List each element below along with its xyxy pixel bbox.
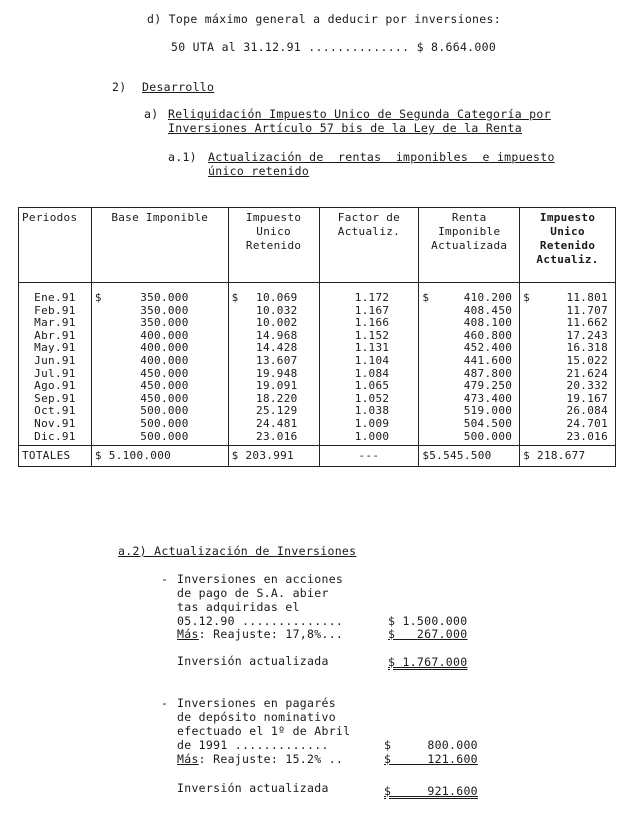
period-cell: Jun.91 <box>34 353 76 367</box>
totals-label: TOTALES <box>19 446 92 467</box>
header-base-imponible: Base Imponible <box>91 208 228 283</box>
impuesto-retenido-cell: 25.129 <box>256 404 298 418</box>
renta-actualizada-cell: 460.800 <box>463 328 513 342</box>
period-cell: Nov.91 <box>34 416 76 430</box>
factor-cell: 1.166 <box>354 316 390 330</box>
renta-actualizada-cell: 410.200 <box>463 291 513 304</box>
base-imponible-cell: 400.000 <box>140 328 189 342</box>
impuesto-actualizado-cell: 26.084 <box>566 404 608 418</box>
base-imponible-cell: 350.000 <box>140 316 189 330</box>
periods-column <box>19 283 92 446</box>
item2-line1: Inversiones en pagarés <box>177 696 336 710</box>
item2-line5-value: $ 121.600 <box>384 752 478 766</box>
base-imponible-cell: 400.000 <box>140 353 189 367</box>
impuesto-actualizado-cell: 19.167 <box>566 391 608 405</box>
header-factor-actualizacion: Factor de Actualiz. <box>319 208 419 283</box>
impuesto-retenido-cell: 14.428 <box>256 341 298 355</box>
factor-cell: 1.131 <box>354 341 390 355</box>
header-impuesto-retenido: Impuesto Unico Retenido <box>228 208 319 283</box>
impuesto-actualizado-cell: 16.318 <box>566 341 608 355</box>
total-base: $ 5.100.000 <box>91 446 228 467</box>
base-imponible-cell: 450.000 <box>140 379 189 393</box>
tope-maximo-line: d) Tope máximo general a deducir por inversiones: <box>147 12 501 26</box>
item1-reajuste: : Reajuste: 17,8%... <box>198 627 344 641</box>
item1-total-value: $ 1.767.000 <box>388 655 468 669</box>
factor-cell: 1.172 <box>354 291 390 304</box>
total-factor: --- <box>319 446 419 467</box>
section-title: Desarrollo <box>142 80 215 94</box>
item1-dash: - <box>161 572 169 586</box>
subsection-a1-title-1: Actualización de rentas imponibles e impuesto <box>208 150 555 164</box>
impuesto-retenido-cell: 10.002 <box>256 316 298 330</box>
factor-cell: 1.009 <box>354 416 390 430</box>
base-column <box>91 283 228 446</box>
impuesto-actualizado-cell: 21.624 <box>566 366 608 380</box>
renta-actualizada-cell: 441.600 <box>463 353 513 367</box>
a2-title: a.2) Actualización de Inversiones <box>118 544 357 558</box>
section-number: 2) <box>112 80 127 94</box>
item1-line3: tas adquiridas el <box>177 600 300 614</box>
renta-actualizada-cell: 487.800 <box>463 366 513 380</box>
tope-maximo-value: 50 UTA al 31.12.91 .............. $ 8.664.000 <box>171 40 497 54</box>
impuesto-actualizado-cell: 11.707 <box>566 303 608 317</box>
currency-symbol: $ <box>523 291 531 304</box>
period-cell: Feb.91 <box>34 303 76 317</box>
factor-cell: 1.038 <box>354 404 390 418</box>
subsection-a-title-1: Reliquidación Impuesto Unico de Segunda Categoría por <box>168 107 551 121</box>
impuesto-actualizado-cell: 20.332 <box>566 379 608 393</box>
header-renta-actualizada: Renta Imponible Actualizada <box>419 208 520 283</box>
period-cell: Mar.91 <box>34 316 76 330</box>
renta-actualizada-cell: 500.000 <box>463 429 513 443</box>
item2-line2: de depósito nominativo <box>177 710 336 724</box>
total-renta: $5.545.500 <box>419 446 520 467</box>
factor-cell: 1.104 <box>354 353 390 367</box>
item1-mas-label: Más <box>177 627 199 641</box>
subsection-a-prefix: a) <box>144 107 159 121</box>
period-cell: Ene.91 <box>34 291 76 304</box>
total-impuesto: $ 203.991 <box>228 446 319 467</box>
period-cell: Oct.91 <box>34 404 76 418</box>
impuesto-column <box>228 283 319 446</box>
base-imponible-cell: 500.000 <box>140 429 189 443</box>
renta-actualizada-cell: 452.400 <box>463 341 513 355</box>
item2-line4: de 1991 ............. <box>177 738 329 752</box>
factor-cell: 1.152 <box>354 328 390 342</box>
base-imponible-cell: 500.000 <box>140 404 189 418</box>
renta-actualizada-cell: 519.000 <box>463 404 513 418</box>
reliquidacion-table <box>18 207 616 467</box>
impuesto-retenido-cell: 10.069 <box>256 291 298 304</box>
impuesto-act-column <box>520 283 616 446</box>
impuesto-actualizado-cell: 24.701 <box>566 416 608 430</box>
impuesto-retenido-cell: 19.948 <box>256 366 298 380</box>
base-imponible-cell: 350.000 <box>140 303 189 317</box>
factor-column <box>319 283 419 446</box>
renta-actualizada-cell: 408.450 <box>463 303 513 317</box>
factor-cell: 1.065 <box>354 379 390 393</box>
subsection-a1-title-2: único retenido <box>208 164 310 178</box>
impuesto-retenido-cell: 13.607 <box>256 353 298 367</box>
subsection-a1-prefix: a.1) <box>168 150 197 164</box>
item1-line1: Inversiones en acciones <box>177 572 344 586</box>
item1-line5 <box>177 627 343 641</box>
renta-actualizada-cell: 473.400 <box>463 391 513 405</box>
impuesto-actualizado-cell: 11.801 <box>566 291 608 304</box>
renta-column <box>419 283 520 446</box>
item2-total-value: $ 921.600 <box>384 784 478 798</box>
base-imponible-cell: 500.000 <box>140 416 189 430</box>
factor-cell: 1.000 <box>354 429 390 443</box>
impuesto-retenido-cell: 18.220 <box>256 391 298 405</box>
period-cell: Dic.91 <box>34 429 76 443</box>
period-cell: Sep.91 <box>34 391 76 405</box>
item2-line5 <box>177 752 343 766</box>
base-imponible-cell: 450.000 <box>140 366 189 380</box>
renta-actualizada-cell: 479.250 <box>463 379 513 393</box>
renta-actualizada-cell: 408.100 <box>463 316 513 330</box>
period-cell: Abr.91 <box>34 328 76 342</box>
impuesto-retenido-cell: 24.481 <box>256 416 298 430</box>
currency-symbol: $ <box>231 291 239 304</box>
renta-actualizada-cell: 504.500 <box>463 416 513 430</box>
impuesto-retenido-cell: 14.968 <box>256 328 298 342</box>
impuesto-actualizado-cell: 23.016 <box>566 429 608 443</box>
period-cell: Ago.91 <box>34 379 76 393</box>
item1-line5-value: $ 267.000 <box>388 627 468 641</box>
period-cell: May.91 <box>34 341 76 355</box>
header-impuesto-actualizado: Impuesto Unico Retenido Actualiz. <box>520 208 616 283</box>
base-imponible-cell: 350.000 <box>140 291 189 304</box>
currency-symbol: $ <box>422 291 430 304</box>
impuesto-actualizado-cell: 17.243 <box>566 328 608 342</box>
period-cell: Jul.91 <box>34 366 76 380</box>
subsection-a-title-2: Inversiones Artículo 57 bis de la Ley de la Renta <box>168 121 522 135</box>
item2-reajuste: : Reajuste: 15.2% .. <box>198 752 344 766</box>
currency-symbol: $ <box>94 291 102 304</box>
item2-total-label: Inversión actualizada <box>177 781 329 795</box>
item2-mas-label: Más <box>177 752 199 766</box>
base-imponible-cell: 400.000 <box>140 341 189 355</box>
factor-cell: 1.167 <box>354 303 390 317</box>
item2-dash: - <box>161 696 169 710</box>
impuesto-retenido-cell: 23.016 <box>256 429 298 443</box>
item1-line4-value: $ 1.500.000 <box>388 614 468 628</box>
impuesto-actualizado-cell: 15.022 <box>566 353 608 367</box>
factor-cell: 1.052 <box>354 391 390 405</box>
item1-total-label: Inversión actualizada <box>177 654 329 668</box>
impuesto-retenido-cell: 10.032 <box>256 303 298 317</box>
header-periodos: Periodos <box>19 208 92 283</box>
impuesto-actualizado-cell: 11.662 <box>566 316 608 330</box>
item2-line4-value: $ 800.000 <box>384 738 478 752</box>
item2-line3: efectuado el 1º de Abril <box>177 724 351 738</box>
base-imponible-cell: 450.000 <box>140 391 189 405</box>
impuesto-retenido-cell: 19.091 <box>256 379 298 393</box>
item1-line2: de pago de S.A. abier <box>177 586 329 600</box>
total-impuesto-act: $ 218.677 <box>520 446 616 467</box>
item1-line4: 05.12.90 .............. <box>177 614 344 628</box>
factor-cell: 1.084 <box>354 366 390 380</box>
